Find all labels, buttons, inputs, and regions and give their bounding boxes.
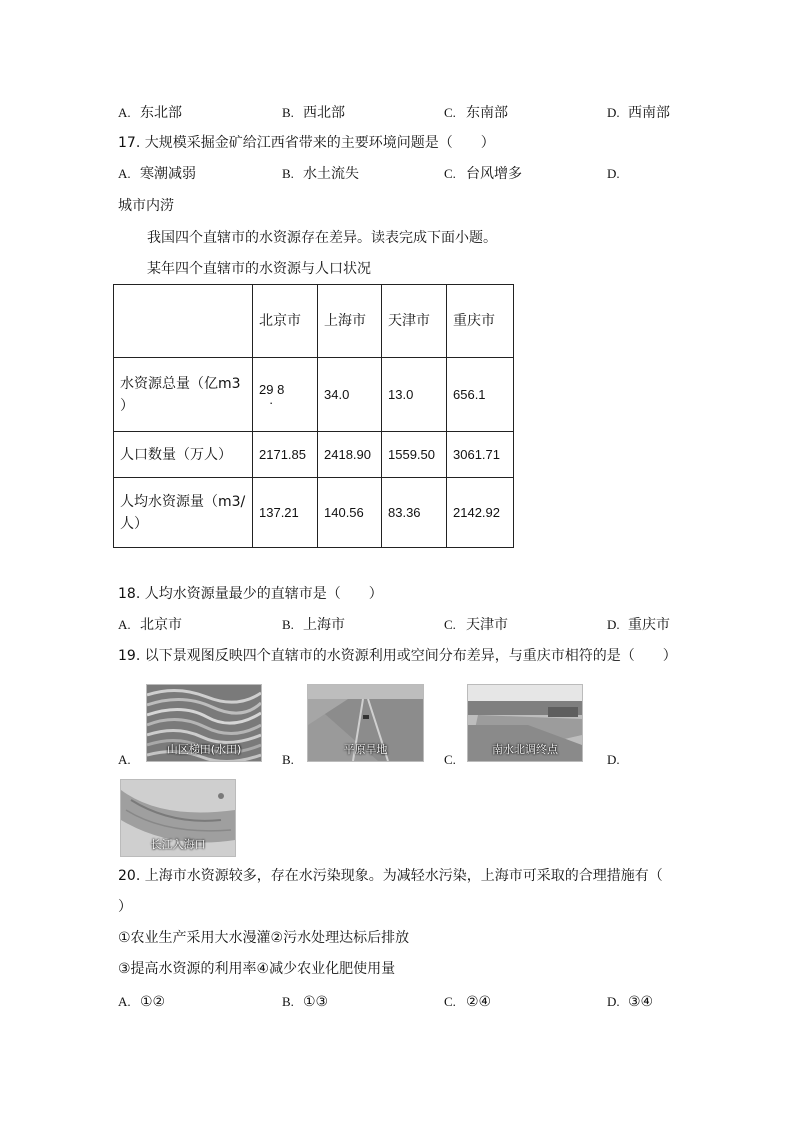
q20-statements-line1: ①农业生产采用大水漫灌②污水处理达标后排放 (118, 930, 410, 946)
q19-option-c-letter: C. (444, 752, 456, 767)
q18-stem: 18. 人均水资源量最少的直辖市是（ ） (118, 586, 383, 602)
q17-option-d-letter: D. (607, 166, 620, 181)
q19-option-a-letter: A. (118, 752, 131, 767)
q17-stem: 17. 大规模采掘金矿给江西省带来的主要环境问题是（ ） (118, 135, 495, 151)
q17-option-c-letter: C. (444, 166, 456, 181)
q19-photo-canal[interactable] (467, 684, 583, 762)
row-label-line1: 人均水资源量（m3/ (120, 493, 246, 510)
q20-option-b[interactable]: ①③ (303, 994, 329, 1010)
table-header-tianjin: 天津市 (382, 285, 447, 358)
q17-option-d[interactable]: 城市内涝 (118, 198, 174, 214)
q19-photo-estuary[interactable] (120, 779, 236, 857)
table-header-shanghai: 上海市 (318, 285, 382, 358)
q19-stem: 19. 以下景观图反映四个直辖市的水资源利用或空间分布差异，与重庆市相符的是（ ） (118, 648, 677, 664)
q18-option-a[interactable]: 北京市 (140, 617, 182, 633)
q20-option-c-letter: C. (444, 994, 456, 1009)
q20-option-d[interactable]: ③④ (628, 994, 654, 1010)
q18-option-c[interactable]: 天津市 (466, 617, 508, 633)
table-row (114, 478, 514, 548)
photo-caption: 山区梯田(水田) (166, 743, 242, 756)
q16-option-d-letter: D. (607, 105, 620, 120)
q17-option-a-letter: A. (118, 166, 131, 181)
table-header-empty (114, 285, 253, 358)
cell-beijing-percap: 137.21 (253, 478, 318, 548)
cell-beijing-water-part1: 29 (259, 381, 274, 397)
row-label-water-total (114, 358, 253, 432)
q16-option-d[interactable]: 西南部 (628, 105, 670, 121)
cell-tianjin-percap: 83.36 (382, 478, 447, 548)
table-caption: 某年四个直辖市的水资源与人口状况 (147, 261, 371, 277)
q20-stem: 20. 上海市水资源较多，存在水污染现象。为减轻水污染，上海市可采取的合理措施有（ (118, 868, 663, 884)
q16-option-b[interactable]: 西北部 (303, 105, 345, 121)
q18-option-a-letter: A. (118, 617, 131, 632)
table-row (114, 358, 514, 432)
table-intro: 我国四个直辖市的水资源存在差异。读表完成下面小题。 (147, 230, 497, 246)
q20-option-c[interactable]: ②④ (466, 994, 492, 1010)
table-header-beijing: 北京市 (253, 285, 318, 358)
photo-caption: 平原旱地 (343, 743, 388, 756)
cell-beijing-water-part2: 8 (277, 381, 285, 397)
q17-option-c[interactable]: 台风增多 (466, 166, 522, 182)
q20-option-d-letter: D. (607, 994, 620, 1009)
q19-photo-plains[interactable] (307, 684, 424, 762)
row-label-population: 人口数量（万人） (114, 432, 253, 478)
decimal-dot: · (269, 394, 274, 410)
cell-shanghai-percap: 140.56 (318, 478, 382, 548)
row-label-line2: ） (120, 397, 134, 414)
q20-stem-cont: ） (118, 899, 132, 915)
water-resource-table (113, 284, 514, 548)
q17-option-b[interactable]: 水土流失 (303, 166, 359, 182)
q18-option-d-letter: D. (607, 617, 620, 632)
q18-option-d[interactable]: 重庆市 (628, 617, 670, 633)
cell-tianjin-pop: 1559.50 (382, 432, 447, 478)
q16-option-a-letter: A. (118, 105, 131, 120)
q16-option-b-letter: B. (282, 105, 294, 120)
q20-option-a-letter: A. (118, 994, 131, 1009)
cell-chongqing-water: 656.1 (447, 358, 514, 432)
cell-shanghai-water: 34.0 (318, 358, 382, 432)
cell-shanghai-pop: 2418.90 (318, 432, 382, 478)
q18-option-c-letter: C. (444, 617, 456, 632)
q20-option-a[interactable]: ①② (140, 994, 166, 1010)
row-label-line1: 水资源总量（亿m3 (120, 375, 241, 392)
q16-option-a[interactable]: 东北部 (140, 105, 182, 121)
table-header-chongqing: 重庆市 (447, 285, 514, 358)
q19-option-b-letter: B. (282, 752, 294, 767)
q16-option-c-letter: C. (444, 105, 456, 120)
q17-option-a[interactable]: 寒潮减弱 (140, 166, 196, 182)
cell-beijing-pop: 2171.85 (253, 432, 318, 478)
q18-option-b[interactable]: 上海市 (303, 617, 345, 633)
row-label-per-capita (114, 478, 253, 548)
cell-tianjin-water: 13.0 (382, 358, 447, 432)
table-row (114, 432, 514, 478)
q18-option-b-letter: B. (282, 617, 294, 632)
q17-option-b-letter: B. (282, 166, 294, 181)
q20-statements-line2: ③提高水资源的利用率④减少农业化肥使用量 (118, 961, 396, 977)
photo-caption: 南水北调终点 (492, 743, 558, 756)
row-label-line2: 人） (120, 515, 148, 532)
table-header-row (114, 285, 514, 358)
photo-caption: 长江入海口 (150, 838, 206, 851)
cell-chongqing-percap: 2142.92 (447, 478, 514, 548)
q20-option-b-letter: B. (282, 994, 294, 1009)
cell-chongqing-pop: 3061.71 (447, 432, 514, 478)
cell-beijing-water (253, 358, 318, 432)
q16-option-c[interactable]: 东南部 (466, 105, 508, 121)
q19-option-d-letter: D. (607, 752, 620, 767)
q19-photo-terraces[interactable] (146, 684, 262, 762)
